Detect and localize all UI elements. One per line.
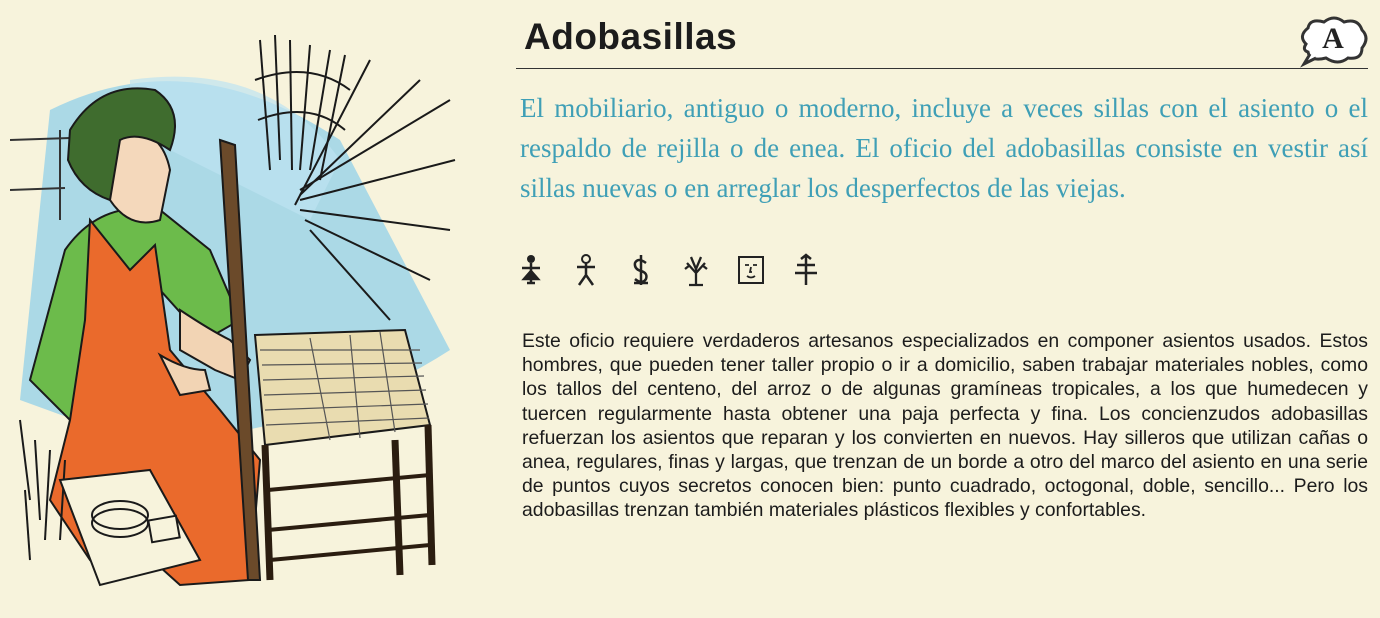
page-title: Adobasillas	[524, 16, 738, 57]
body-paragraph: Este oficio requiere verdaderos artesanos especializados en componer asientos usados. Estos hombres, que pueden tener taller propio o ir a domicilio, saben trabajar materiales nobles, como los tallos del centeno, del arroz o de algunas gramíneas tropicales, a los que humedecen y tuercen regularmente hasta obtener una paja perfecta y fina. Los concienzudos adobasillas refuerzan los asientos que reparan y los convierten en nuevos. Hay silleros que utilizan cañas o anea, regulares, finas y largas, que trenzan de un borde a otro del marco del asiento en una serie de puntos cuyos secretos conocen bien: punto cuadrado, octogonal, doble, sencillo... Pero los adobasillas trenzan también materiales plásticos flexibles y confortables.	[522, 330, 1368, 522]
badge-letter: A	[1322, 22, 1344, 55]
chair-seat	[255, 330, 430, 445]
man-figure-icon	[571, 253, 601, 287]
woman-figure-icon	[516, 253, 546, 287]
antenna-icon	[791, 253, 821, 287]
intro-paragraph: El mobiliario, antiguo o moderno, incluye a veces sillas con el asiento o el respaldo de rejilla o de enea. El oficio del adobasillas consiste en vestir así sillas nuevas o en arreglar los desperfectos de las viejas.	[520, 93, 1368, 203]
symbol-row	[516, 252, 821, 288]
tree-icon	[681, 253, 711, 287]
title-divider	[516, 68, 1368, 69]
letter-badge	[1296, 14, 1370, 68]
chair-weaver-illustration	[10, 20, 480, 610]
money-sign-icon	[626, 253, 656, 287]
framed-face-icon	[736, 253, 766, 287]
